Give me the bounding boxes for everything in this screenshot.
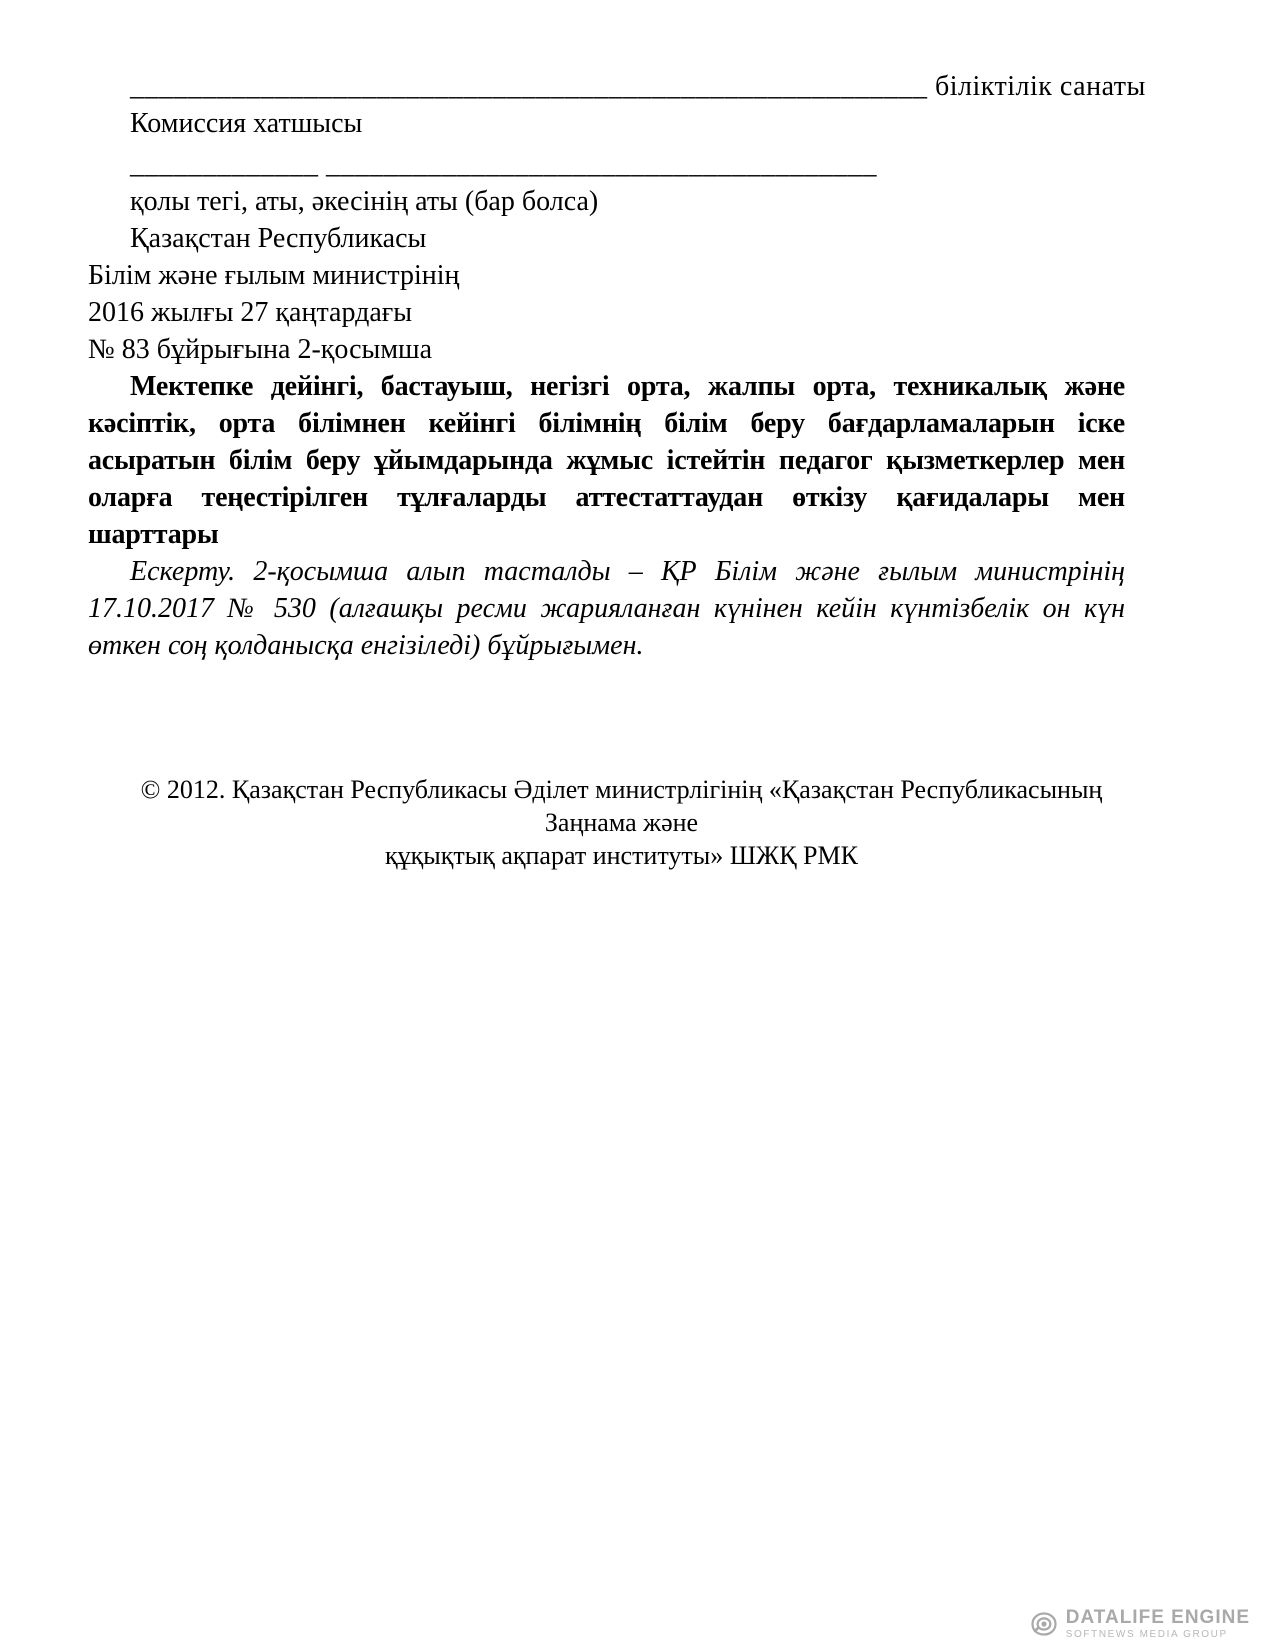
date-line: 2016 жылғы 27 қаңтардағы: [88, 297, 413, 328]
republic-line: Қазақстан Республикасы: [130, 223, 427, 254]
copyright-line-2: құқықтық ақпарат институты» ШЖҚ РМК: [385, 841, 858, 870]
watermark-text: [1066, 1608, 1250, 1640]
eye-icon: [1030, 1611, 1058, 1637]
qualification-line: [130, 68, 1146, 105]
commission-secretary-line: Комиссия хатшысы: [130, 108, 363, 139]
signature-caption: қолы тегі, аты, әкесінің аты (бар болса): [130, 186, 599, 217]
signature-blank-line: _____________ ______________________________________: [130, 149, 877, 180]
document-title: Мектепке дейінгі, бастауыш, негізгі орта, жалпы орта, техникалық және кәсіптік, орта білімнен кейінгі білімнің білім беру бағдарламаларын іске асыратын білім беру ұйымдарында жұмыс істейтін педагог қызметкерлер мен оларға теңестірілген тұлғаларды аттестаттаудан өткізу қағидалары мен шарттары: [88, 371, 1125, 550]
datalife-engine-watermark: [1030, 1608, 1250, 1640]
qualification-label: біліктілік санаты: [927, 71, 1146, 102]
watermark-brand: DATALIFE ENGINE: [1065, 1607, 1250, 1628]
document-note: Ескерту. 2-қосымша алып тасталды – ҚР Білім және ғылым министрінің 17.10.2017 № 530 (алғашқы ресми жарияланған күнінен кейін күнтізбелік он күн өткен соң қолданысқа енгізіледі) бұйрығымен.: [88, 556, 1125, 661]
watermark-subtitle: SOFTNEWS MEDIA GROUP: [1065, 1629, 1228, 1640]
qualification-blank: _______________________________________________________: [130, 71, 928, 102]
copyright-footer: [118, 773, 1125, 872]
ministry-line: Білім және ғылым министрінің: [88, 260, 460, 291]
order-line: № 83 бұйрығына 2-қосымша: [88, 334, 433, 365]
copyright-line-1: © 2012. Қазақстан Республикасы Әділет министрлігінің «Қазақстан Республикасының Заңнама және: [140, 775, 1103, 837]
